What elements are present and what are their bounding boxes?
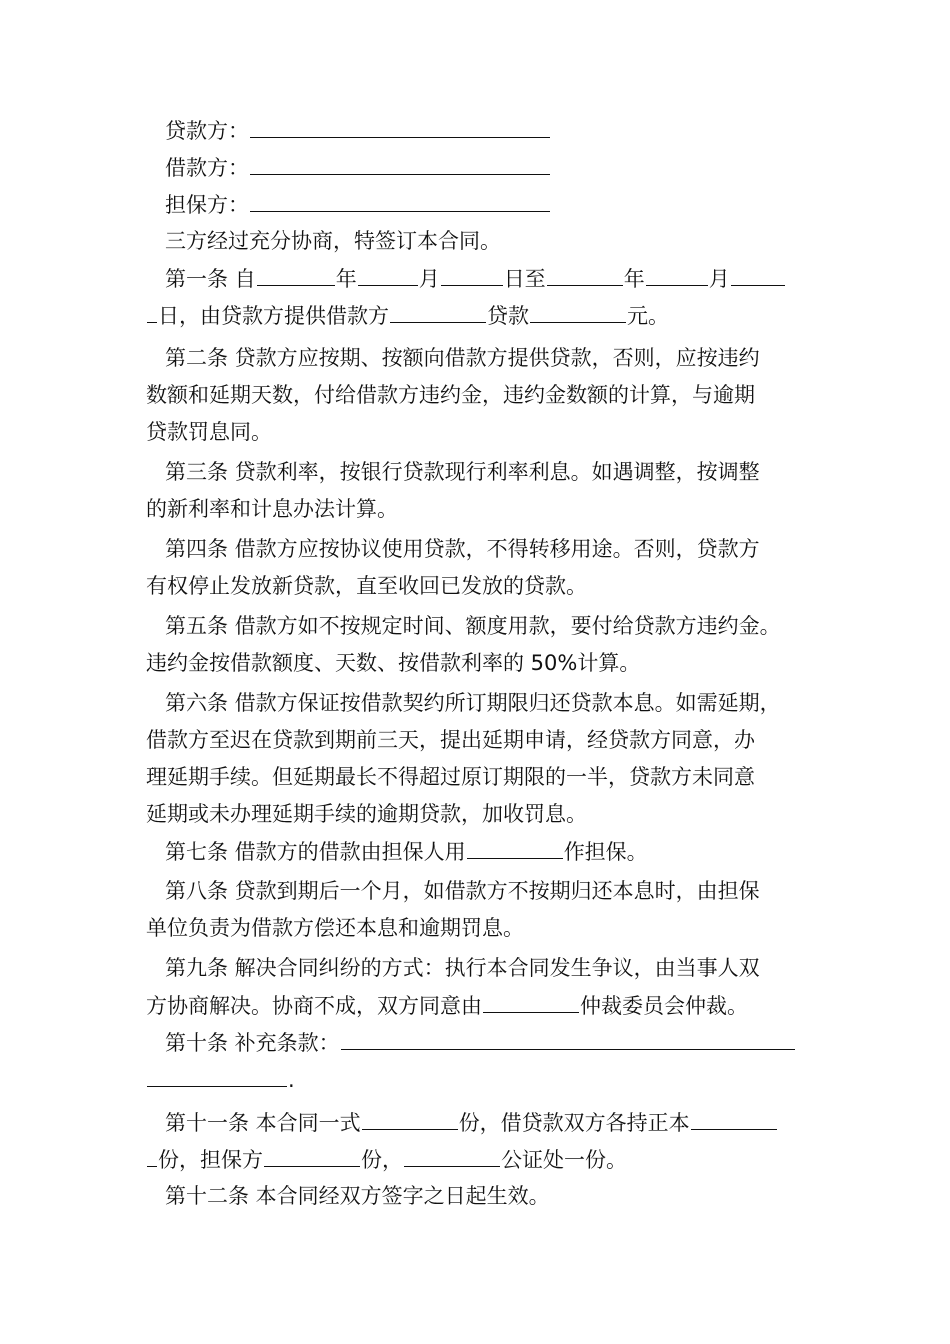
clause1-line2 [146,302,810,328]
clause10-supplement-blank[interactable] [341,1029,795,1050]
clause9-text-a: 方协商解决。协商不成，双方同意由 [146,994,482,1018]
clause7-text-a: 第七条 借款方的借款由担保人用 [165,840,466,864]
guarantor-line [146,191,810,217]
lender-line [146,117,810,143]
clause1-end-year-blank[interactable] [547,265,623,286]
clause9-line2 [146,992,810,1018]
clause1-text-b: 年 [335,267,357,291]
clause1-text-e: 年 [623,267,645,291]
clause11-originals-blank-cont[interactable] [147,1146,157,1167]
clause6-line2: 借款方至迟在贷款到期前三天，提出延期申请，经贷款方同意，办 [146,728,755,752]
clause6-line4: 延期或未办理延期手续的逾期贷款，加收罚息。 [146,802,587,826]
clause3-line2: 的新利率和计息办法计算。 [146,497,398,521]
contract-body [146,117,810,1209]
clause12-line1: 第十二条 本合同经双方签字之日起生效。 [165,1184,550,1208]
clause10-supplement-blank-cont[interactable] [147,1066,287,1087]
clause1-text-g: 日，由贷款方提供借款方 [158,304,389,328]
clause9-arbitration-blank[interactable] [483,992,579,1013]
clause6-line3: 理延期手续。但延期最长不得超过原订期限的一半，贷款方未同意 [146,765,755,789]
intro-line: 三方经过充分协商，特签订本合同。 [165,229,501,253]
clause2-line2: 数额和延期天数，付给借款方违约金，违约金数额的计算，与逾期 [146,383,755,407]
clause11-originals-blank[interactable] [691,1109,777,1130]
clause7-collateral-blank[interactable] [467,838,563,859]
clause11-line2 [146,1146,810,1172]
clause2-line3: 贷款罚息同。 [146,420,272,444]
clause1-text-f: 月 [708,267,730,291]
clause1-line1 [146,265,810,291]
clause7-line1 [146,838,810,864]
clause1-text-i: 元。 [627,304,669,328]
clause4-line1: 第四条 借款方应按协议使用贷款，不得转移用途。否则，贷款方 [165,537,760,561]
clause11-copies-blank[interactable] [362,1109,458,1130]
clause11-text-b: 份，借贷款双方各持正本 [458,1111,690,1135]
guarantor-blank[interactable] [250,191,550,212]
clause11-notary-blank[interactable] [404,1146,500,1167]
clause11-guarantor-copies-blank[interactable] [264,1146,360,1167]
clause11-text-a: 第十一条 本合同一式 [165,1111,361,1135]
clause1-start-year-blank[interactable] [257,265,335,286]
clause10-label: 第十条 补充条款： [165,1031,340,1055]
clause10-end: . [288,1068,295,1092]
borrower-label: 借款方： [165,156,249,180]
clause1-start-month-blank[interactable] [358,265,418,286]
clause11-text-d: 份， [361,1148,403,1172]
clause4-line2: 有权停止发放新贷款，直至收回已发放的贷款。 [146,574,587,598]
lender-label: 贷款方： [165,119,249,143]
borrower-line [146,154,810,180]
clause1-end-month-blank[interactable] [646,265,708,286]
clause1-text-d: 日至 [503,267,546,291]
clause5-line2: 违约金按借款额度、天数、按借款利率的 50%计算。 [146,651,641,675]
clause10-line1 [146,1029,810,1055]
clause11-text-c: 份，担保方 [158,1148,263,1172]
clause1-text-a: 第一条 自 [165,267,256,291]
clause9-line1: 第九条 解决合同纠纷的方式：执行本合同发生争议，由当事人双 [165,956,760,980]
clause1-end-day-blank[interactable] [731,265,785,286]
clause8-line2: 单位负责为借款方偿还本息和逾期罚息。 [146,916,524,940]
clause6-line1: 第六条 借款方保证按借款契约所订期限归还贷款本息。如需延期， [165,691,781,715]
guarantor-label: 担保方： [165,193,249,217]
clause10-line2 [146,1066,810,1092]
clause9-text-b: 仲裁委员会仲裁。 [580,994,748,1018]
clause1-loan-type-blank[interactable] [390,302,486,323]
borrower-blank[interactable] [250,154,550,175]
clause1-end-day-blank-cont[interactable] [147,302,157,323]
clause8-line1: 第八条 贷款到期后一个月，如借款方不按期归还本息时，由担保 [165,879,760,903]
clause1-text-c: 月 [418,267,440,291]
clause3-line1: 第三条 贷款利率，按银行贷款现行利率利息。如遇调整，按调整 [165,460,760,484]
clause11-text-e: 公证处一份。 [501,1148,627,1172]
clause5-line1: 第五条 借款方如不按规定时间、额度用款，要付给贷款方违约金。 [165,614,781,638]
clause1-amount-blank[interactable] [530,302,626,323]
clause11-line1 [146,1109,810,1135]
clause1-start-day-blank[interactable] [441,265,503,286]
clause7-text-b: 作担保。 [563,840,648,864]
clause2-line1: 第二条 贷款方应按期、按额向借款方提供贷款，否则，应按违约 [165,346,760,370]
clause1-text-h: 贷款 [487,304,529,328]
lender-blank[interactable] [250,117,550,138]
